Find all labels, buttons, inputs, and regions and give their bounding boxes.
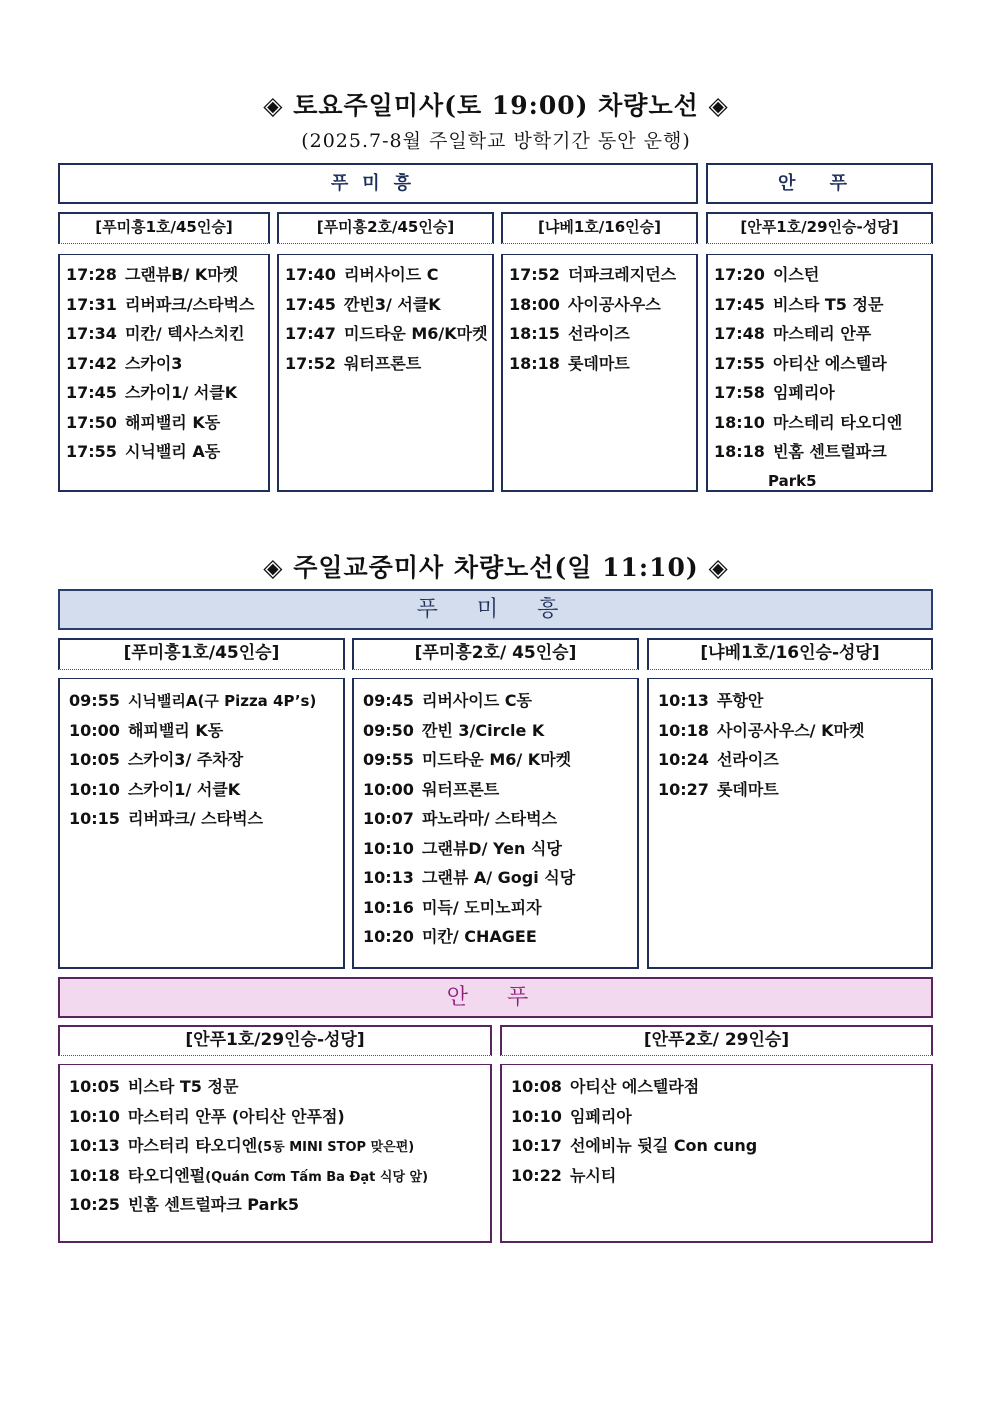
sunday-route-box <box>352 678 639 969</box>
stop-row <box>509 290 690 320</box>
stop-time: 17:47 <box>285 324 336 343</box>
stop-row <box>66 408 262 438</box>
stop-time: 17:48 <box>714 324 765 343</box>
stop-row <box>511 1161 922 1191</box>
stop-time: 18:10 <box>714 412 765 432</box>
stop-time: 10:10 <box>69 779 120 799</box>
stop-place: 빈홈 센트럴파크 Park5 <box>127 1195 300 1214</box>
stop-row <box>69 775 334 805</box>
sunday-route-box <box>58 1064 492 1243</box>
stop-place: 워터프론트 <box>421 779 500 799</box>
stop-place: 마스터리 안푸 (아티산 안푸점) <box>127 1106 345 1126</box>
stop-continuation: Park5 <box>768 471 817 490</box>
stop-row <box>509 260 690 290</box>
stop-time: 10:07 <box>363 809 414 828</box>
stop-row <box>714 349 925 379</box>
saturday-route-box <box>706 254 933 492</box>
stop-time: 17:40 <box>285 265 336 284</box>
stop-time: 17:45 <box>285 294 336 314</box>
stop-row <box>66 349 262 379</box>
stop-place: 미칸/ CHAGEE <box>421 927 537 946</box>
stop-row <box>66 319 262 349</box>
stop-place: 리버사이드 C <box>343 265 439 284</box>
saturday-route-header: [냐베1호/16인승] <box>501 212 698 244</box>
stop-place: 그랜뷰B/ K마켓 <box>124 265 239 284</box>
stop-row <box>363 686 628 716</box>
saturday-route-header: [안푸1호/29인승-성당] <box>706 212 933 244</box>
stop-row <box>69 1131 481 1161</box>
stop-place: 임페리아 <box>569 1106 632 1126</box>
stop-row <box>285 349 486 379</box>
sunday-route-box <box>500 1064 933 1243</box>
stop-row <box>714 378 925 408</box>
sunday-route-header: [안푸1호/29인승-성당] <box>58 1025 492 1056</box>
stop-note: (5동 MINI STOP 맞은편) <box>257 1140 415 1155</box>
stop-place: 롯데마트 <box>716 779 779 799</box>
stop-row <box>363 834 628 864</box>
stop-time: 10:10 <box>511 1106 562 1126</box>
stop-place: 마스테리 안푸 <box>772 324 872 343</box>
stop-row <box>363 893 628 923</box>
stop-time: 17:55 <box>66 442 117 461</box>
stop-time: 10:13 <box>363 868 414 887</box>
stop-time: 10:18 <box>69 1165 120 1185</box>
stop-time: 18:18 <box>509 353 560 373</box>
stop-place: 리버파크/ 스타벅스 <box>127 809 263 828</box>
stop-row <box>658 745 922 775</box>
stop-place: 스카이1/ 서클K <box>127 779 241 799</box>
stop-place: 더파크레지던스 <box>567 265 677 284</box>
stop-row <box>66 260 262 290</box>
stop-row <box>658 716 922 746</box>
stop-row <box>714 260 925 290</box>
saturday-route-box <box>58 254 270 492</box>
stop-time: 17:20 <box>714 265 765 284</box>
stop-place: 비스타 T5 정문 <box>772 294 884 314</box>
sunday-region-phumyhung: 푸 미 흥 <box>58 589 933 630</box>
stop-time: 17:52 <box>509 265 560 284</box>
stop-place: 파노라마/ 스타벅스 <box>421 809 557 828</box>
sunday-route-header: [냐베1호/16인승-성당] <box>647 638 933 670</box>
stop-row <box>285 319 486 349</box>
stop-place: 스카이3 <box>124 353 183 373</box>
sunday-route-header: [푸미흥1호/45인승] <box>58 638 345 670</box>
stop-place: 리버사이드 C동 <box>421 691 532 710</box>
stop-row <box>658 775 922 805</box>
stop-row <box>509 319 690 349</box>
stop-time: 17:42 <box>66 353 117 373</box>
stop-place: 타오디엔펄 <box>127 1165 206 1185</box>
stop-row <box>363 775 628 805</box>
stop-row <box>714 290 925 320</box>
stop-row <box>66 290 262 320</box>
saturday-route-box <box>277 254 494 492</box>
stop-time: 10:08 <box>511 1077 562 1096</box>
stop-place: 빈홈 센트럴파크 <box>772 442 887 461</box>
stop-row <box>69 686 334 716</box>
saturday-region-phumyhung: 푸미흥 <box>58 163 698 204</box>
stop-time: 10:22 <box>511 1165 562 1185</box>
stop-place: 스카이3/ 주차장 <box>127 750 244 769</box>
sunday-route-header: [푸미흥2호/ 45인승] <box>352 638 639 670</box>
stop-time: 10:27 <box>658 779 709 799</box>
stop-row <box>69 1072 481 1102</box>
saturday-subtitle: (2025.7-8월 주일학교 방학기간 동안 운행) <box>301 130 691 152</box>
saturday-route-header: [푸미흥2호/45인승] <box>277 212 494 244</box>
stop-row <box>363 804 628 834</box>
stop-row <box>69 1161 481 1191</box>
stop-place: 롯데마트 <box>567 353 630 373</box>
stop-row <box>66 437 262 467</box>
stop-time: 10:13 <box>658 691 709 710</box>
stop-time: 10:25 <box>69 1195 120 1214</box>
stop-place: 스카이1/ 서클K <box>124 383 238 402</box>
stop-time: 09:55 <box>69 691 120 710</box>
stop-time: 10:00 <box>69 720 120 740</box>
saturday-region-anphu: 안 푸 <box>706 163 933 204</box>
stop-place: 리버파크/스타벅스 <box>124 294 255 314</box>
stop-place: 선에비뉴 뒷길 Con cung <box>569 1136 758 1155</box>
sunday-route-box <box>647 678 933 969</box>
stop-row <box>363 922 628 952</box>
stop-row <box>285 290 486 320</box>
stop-row <box>363 745 628 775</box>
stop-row <box>511 1131 922 1161</box>
stop-place: 뉴시티 <box>569 1165 617 1185</box>
stop-place: 비스타 T5 정문 <box>127 1077 239 1096</box>
stop-row <box>69 745 334 775</box>
stop-time: 10:10 <box>69 1106 120 1126</box>
stop-time: 10:18 <box>658 720 709 740</box>
stop-row <box>69 804 334 834</box>
stop-row <box>285 260 486 290</box>
stop-place: 미드타운 M6/K마켓 <box>343 324 488 343</box>
stop-place: 깐빈 3/Circle K <box>421 720 545 740</box>
stop-time: 10:00 <box>363 779 414 799</box>
stop-time: 09:50 <box>363 720 414 740</box>
stop-time: 17:45 <box>714 294 765 314</box>
stop-row <box>66 378 262 408</box>
stop-row <box>714 408 925 438</box>
sunday-region-anphu: 안 푸 <box>58 977 933 1018</box>
stop-place: 워터프론트 <box>343 353 422 373</box>
stop-time: 09:45 <box>363 691 414 710</box>
sunday-route-box <box>58 678 345 969</box>
stop-place: 사이공사우스/ K마켓 <box>716 720 865 740</box>
stop-place: 해피밸리 K동 <box>127 720 224 740</box>
stop-place: 미득/ 도미노피자 <box>421 897 542 917</box>
stop-row <box>714 319 925 349</box>
stop-place: 아티산 에스텔라점 <box>569 1077 700 1096</box>
saturday-route-header: [푸미흥1호/45인승] <box>58 212 270 244</box>
stop-row <box>69 1102 481 1132</box>
stop-place: 깐빈3/ 서클K <box>343 294 441 314</box>
sunday-title: ◈ 주일교중미사 차량노선(일 11:10) ◈ <box>263 553 729 582</box>
stop-time: 17:45 <box>66 383 117 402</box>
stop-time: 10:15 <box>69 809 120 828</box>
stop-time: 17:55 <box>714 353 765 373</box>
stop-time: 10:17 <box>511 1136 562 1155</box>
saturday-title: ◈ 토요주일미사(토 19:00) 차량노선 ◈ <box>263 91 729 120</box>
stop-time: 10:16 <box>363 897 414 917</box>
sunday-route-header: [안푸2호/ 29인승] <box>500 1025 933 1056</box>
stop-row <box>658 686 922 716</box>
stop-time: 17:52 <box>285 353 336 373</box>
stop-time: 18:15 <box>509 324 560 343</box>
stop-row <box>511 1072 922 1102</box>
stop-time: 17:50 <box>66 412 117 432</box>
stop-place: 그랜뷰D/ Yen 식당 <box>421 838 562 858</box>
stop-time: 18:00 <box>509 294 560 314</box>
stop-time: 10:13 <box>69 1136 120 1155</box>
stop-row <box>714 437 925 467</box>
stop-place: 미드타운 M6/ K마켓 <box>421 750 572 769</box>
stop-row <box>363 716 628 746</box>
stop-note: (Quán Cơm Tấm Ba Đạt 식당 앞) <box>205 1169 429 1185</box>
stop-row <box>69 1190 481 1220</box>
stop-time: 17:31 <box>66 294 117 314</box>
stop-time: 10:10 <box>363 838 414 858</box>
stop-place: 시닉밸리 A동 <box>124 442 221 461</box>
stop-place: 사이공사우스 <box>567 294 661 314</box>
stop-time: 17:28 <box>66 265 117 284</box>
saturday-route-box <box>501 254 698 492</box>
stop-time: 17:58 <box>714 383 765 402</box>
stop-place: 마스테리 타오디엔 <box>772 412 903 432</box>
stop-row <box>69 716 334 746</box>
stop-place: 미칸/ 텍사스치킨 <box>124 324 245 343</box>
stop-place: 임페리아 <box>772 383 835 402</box>
stop-place: 해피밸리 K동 <box>124 412 221 432</box>
stop-time: 17:34 <box>66 324 117 343</box>
stop-place: 아티산 에스텔라 <box>772 353 887 373</box>
stop-place: 푸항안 <box>716 691 764 710</box>
stop-row <box>511 1102 922 1132</box>
stop-place: 이스턴 <box>772 265 820 284</box>
stop-time: 10:24 <box>658 750 709 769</box>
stop-row <box>363 863 628 893</box>
stop-time: 09:55 <box>363 750 414 769</box>
stop-place: 마스터리 타오디엔 <box>127 1136 258 1155</box>
stop-place: 시닉밸리A(구 Pizza 4P’s) <box>127 692 317 710</box>
stop-time: 18:18 <box>714 442 765 461</box>
stop-place: 선라이즈 <box>567 324 630 343</box>
stop-place: 그랜뷰 A/ Gogi 식당 <box>421 868 576 887</box>
stop-time: 10:20 <box>363 927 414 946</box>
stop-place: 선라이즈 <box>716 750 779 769</box>
stop-time: 10:05 <box>69 1077 120 1096</box>
stop-time: 10:05 <box>69 750 120 769</box>
stop-row <box>509 349 690 379</box>
